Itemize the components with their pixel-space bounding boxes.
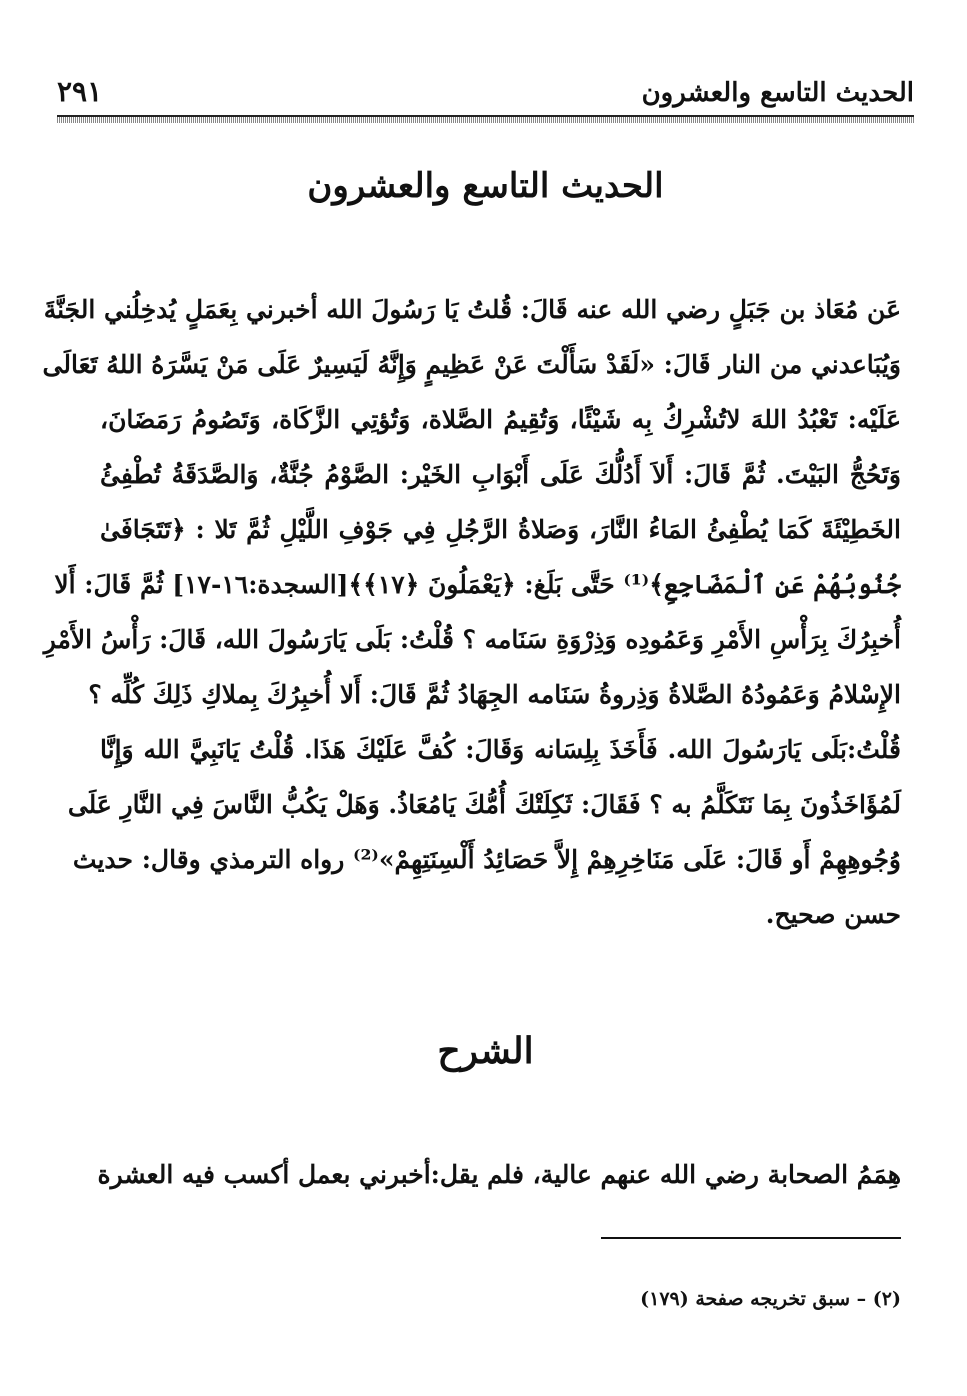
footnote-divider: [601, 1237, 901, 1239]
page-number: ٢٩١: [57, 75, 103, 108]
header-rule: [57, 115, 914, 123]
footnote: (٢) – سبق تخريجه صفحة (١٧٩): [640, 1288, 901, 1310]
sharh-text: هِمَمُ الصحابة رضي الله عنهم عالية، فلم يقل:أخبرني بعمل أكسب فيه العشرة: [97, 1160, 901, 1189]
hadith-line: وُجُوهِهِمْ أَو قَالَ: عَلَى مَنَاخِرِهِمْ إِلاَّ حَصَائِدُ أَلْسِنَتِهِمْ»⁽²⁾ رواه الترمذي وقال: حديث: [72, 845, 901, 874]
hadith-line: لَمُؤَاخَذُونَ بِمَا نَتَكَلَّمُ به ؟ فَقَالَ: ثَكِلَتْكَ أُمُّكَ يَامُعَاذُ. وَهَلْ يَكُبُّ النَّاسَ فِي النَّارِ عَلَى: [67, 790, 901, 819]
hadith-line: الخَطِيْئَةَ كَمَا يُطْفِئُ المَاءُ النَّارَ، وَصَلاةُ الرَّجُلِ فِي جَوْفِ اللَّيْلِ ثُمَّ تَلا : ﴿تَتَجَافَىٰ: [100, 515, 901, 544]
hadith-line: جُنُوبُهُمْ عَنِ ٱلْمَضَاجِعِ﴾⁽¹⁾ حَتَّى بَلَغ: ﴿يَعْمَلُونَ ﴿١٧﴾﴾[السجدة:١٦-١٧] ثُمَّ قَالَ: أَلا: [54, 570, 901, 599]
hadith-line: الإِسْلامُ وَعَمُودُهُ الصَّلاةُ وَذِروةُ سَنَامه الجِهَادُ ثُمَّ قَالَ: أَلا أُخبِرُكَ بِملاكِ ذَلِكَ كُلِّه ؟: [88, 680, 901, 709]
hadith-title: الحديث التاسع والعشرون: [307, 166, 664, 206]
hadith-line: وَتَحُجُّ البَيْتَ. ثُمَّ قَالَ: أَلاَ أَدُلُّكَ عَلَى أَبْوَابِ الخَيْر: الصَّوْمُ جُنَّةٌ، وَالصَّدَقَةُ تُطْفِئُ: [100, 460, 901, 489]
running-header: [57, 72, 914, 108]
hadith-line: عَلَيْه: تَعْبُدُ اللهَ لاتُشْرِكُ بِه شَيْئًا، وَتُقِيمُ الصَّلاة، وَتُؤتِي الزَّكَاة، وَتَصُومُ رَمَضَانَ،: [100, 405, 901, 434]
hadith-line: أُخبِرُكَ بِرَأْسِ الأَمْرِ وَعَمُودِه وَذِرْوَةِ سَنَامه ؟ قُلْتُ: بَلَى يَارَسُولَ الله، قَالَ: رَأْسُ الأَمْرِ: [43, 625, 901, 654]
hadith-line: عَن مُعَاذ بن جَبَلٍ رضي الله عنه قَالَ: قُلتُ يَا رَسُولَ الله أخبرني بِعَمَلٍ يُدخِلُني الجَنَّةَ: [43, 295, 901, 324]
hadith-line: وَيُبَاعدني من النار قَالَ: «لَقَدْ سَأَلْتَ عَنْ عَظِيمٍ وَإِنَّهُ لَيَسِيرٌ عَلَى مَنْ يَسَّرَهُ اللهُ تَعَالَى: [42, 350, 901, 379]
sharh-title: الشرح: [437, 1030, 534, 1072]
running-title: الحديث التاسع والعشرون: [641, 78, 914, 108]
hadith-text: [42, 290, 901, 950]
hadith-line: حسن صحيح.: [765, 900, 901, 929]
hadith-line: قُلْتُ:بَلَى يَارَسُولَ الله. فَأَخَذَ بِلِسَانه وَقَالَ: كُفَّ عَلَيْكَ هَذَا. قُلْتُ يَانَبِيَّ الله وَإِنَّا: [100, 735, 901, 764]
